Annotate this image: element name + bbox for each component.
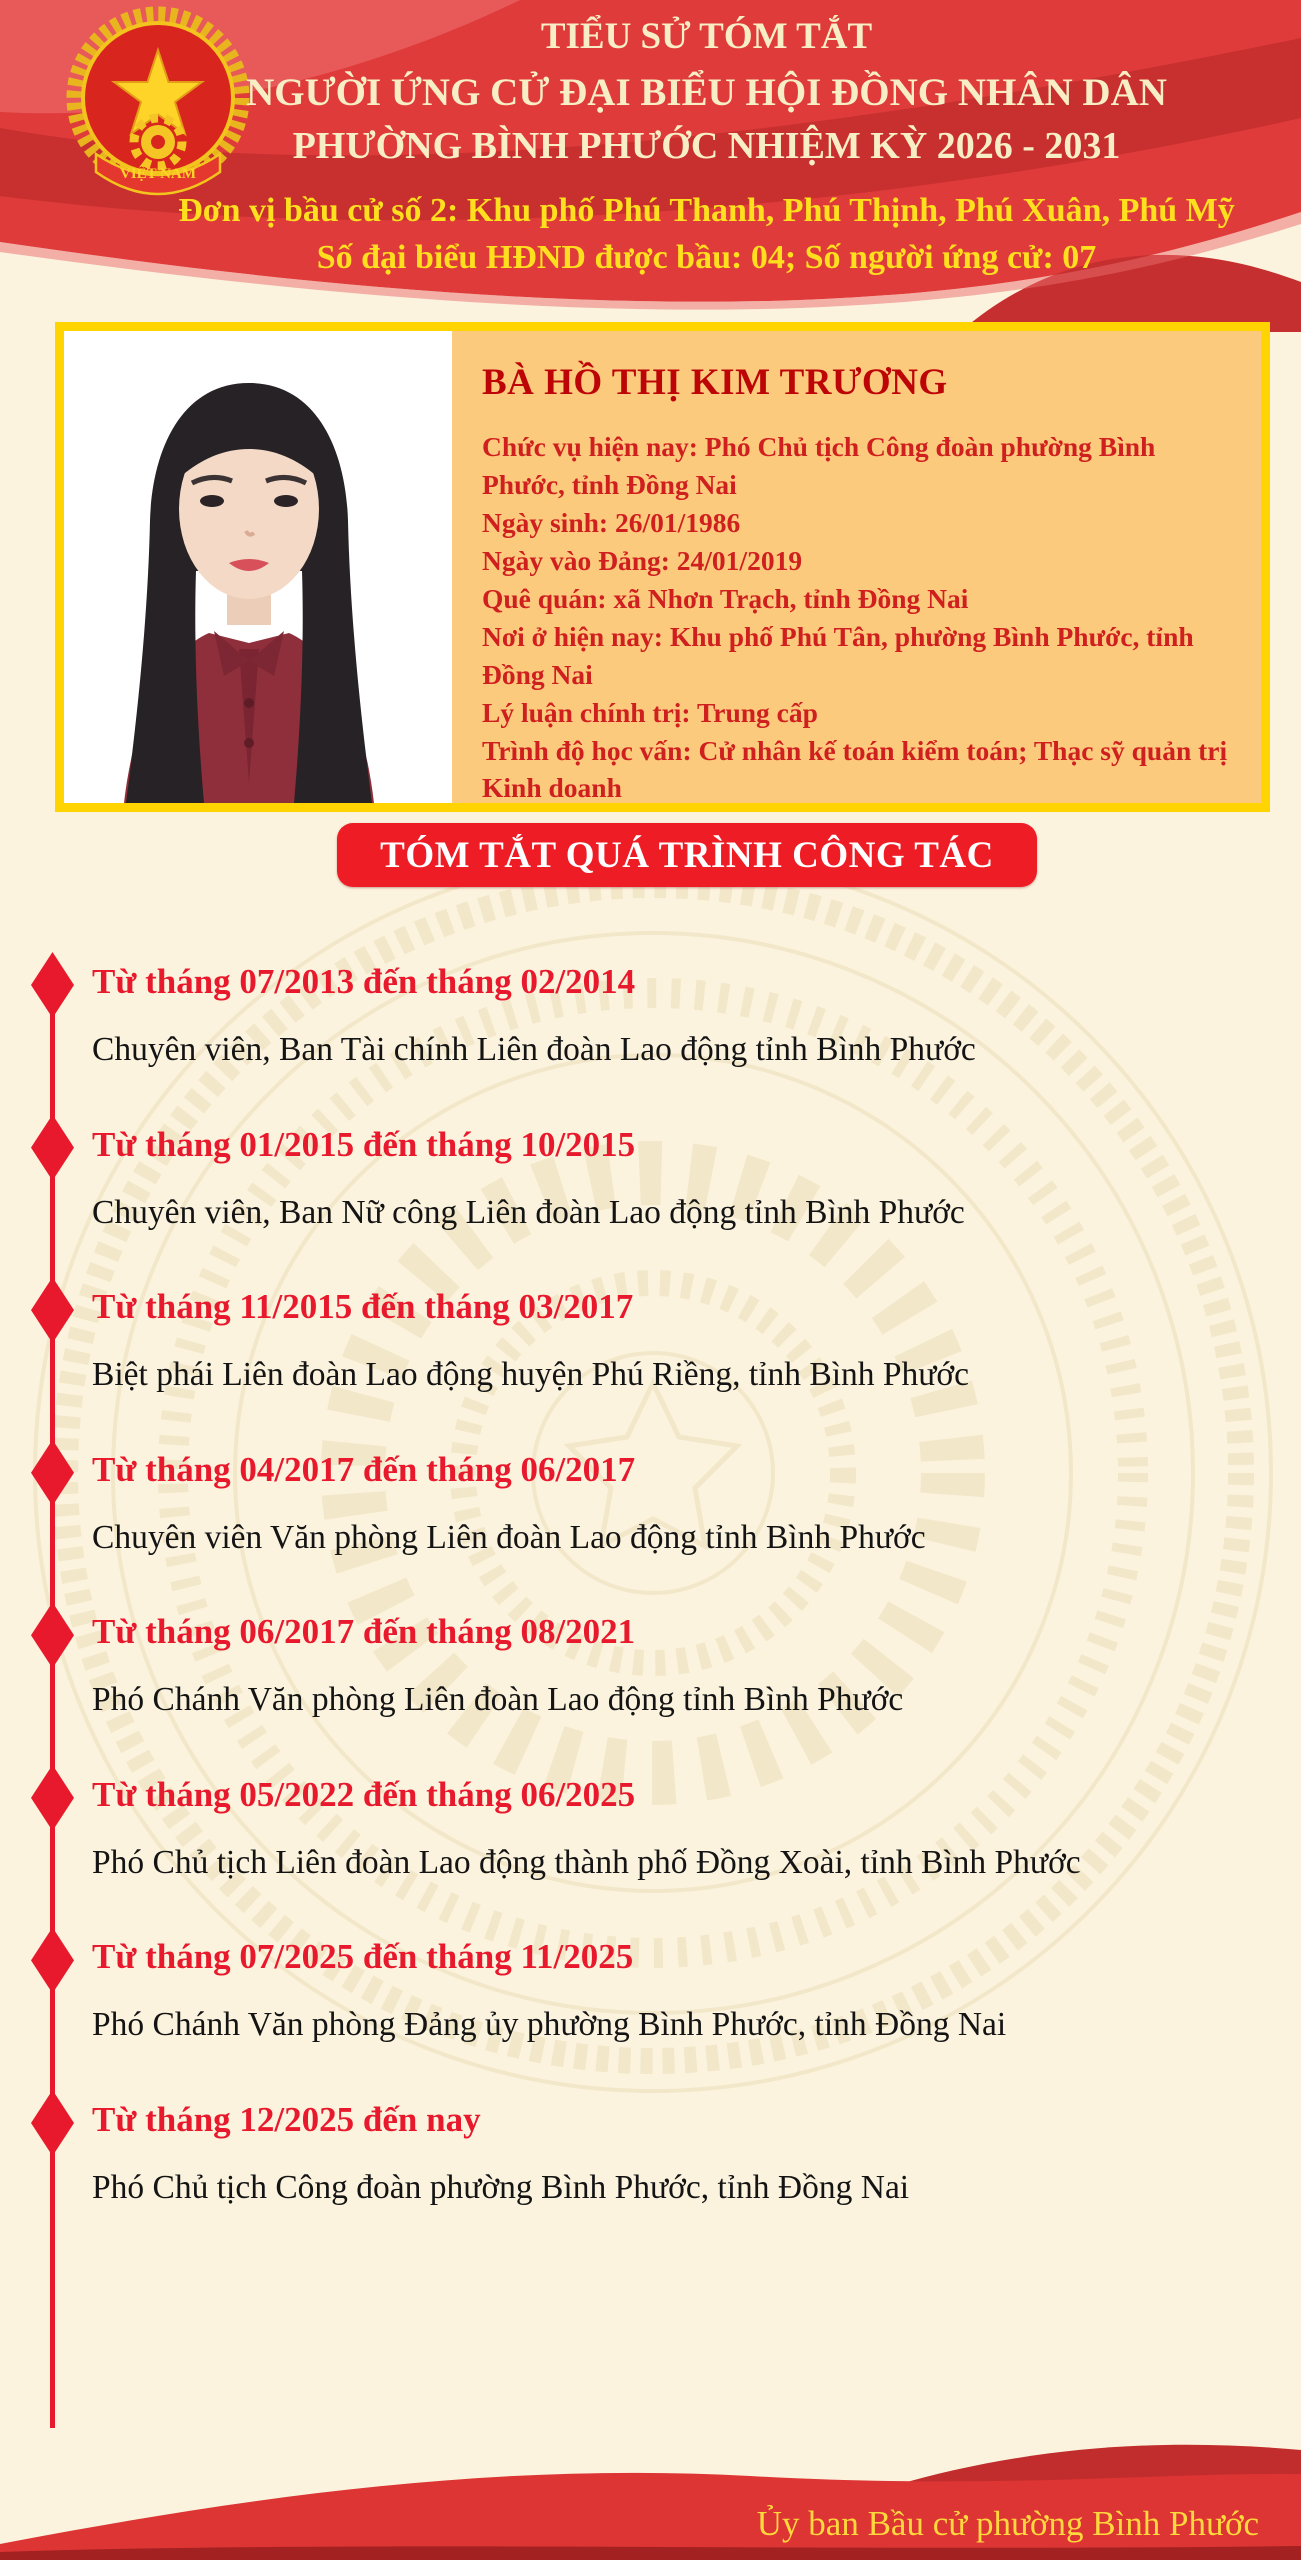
diamond-marker-icon (31, 2090, 74, 2156)
candidate-detail-line: Quê quán: xã Nhơn Trạch, tỉnh Đồng Nai (482, 582, 969, 614)
diamond-marker-icon (31, 1927, 74, 1993)
entry-period: Từ tháng 01/2015 đến tháng 10/2015 (92, 1124, 636, 1164)
diamond-marker-icon (31, 1602, 74, 1668)
delegates-info-line: Số đại biểu HĐND được bầu: 04; Số người ứng cử: 07 (316, 239, 1097, 277)
candidate-detail-line: Ngày vào Đảng: 24/01/2019 (482, 544, 803, 576)
timeline-entry (0, 1287, 1301, 1399)
candidate-detail-line: Nơi ở hiện nay: Khu phố Phú Tân, phường Bình Phước, tỉnh Đồng Nai (482, 620, 1194, 690)
entry-period: Từ tháng 06/2017 đến tháng 08/2021 (92, 1612, 636, 1652)
poster-title: TIỂU SỬ TÓM TẮT (540, 16, 873, 57)
timeline-entry (0, 1125, 1301, 1237)
candidate-detail-line: Lý luận chính trị: Trung cấp (482, 696, 818, 728)
entry-role: Phó Chánh Văn phòng Liên đoàn Lao động tỉnh Bình Phước (92, 1681, 904, 1719)
entry-period: Từ tháng 07/2013 đến tháng 02/2014 (92, 962, 636, 1001)
diamond-marker-icon (31, 1277, 74, 1343)
candidate-details (482, 428, 1237, 803)
timeline-entry (0, 1612, 1301, 1724)
election-unit-line: Đơn vị bầu cử số 2: Khu phố Phú Thanh, Phú Thịnh, Phú Xuân, Phú Mỹ (178, 192, 1235, 230)
entry-period: Từ tháng 12/2025 đến nay (92, 2099, 481, 2139)
entry-period: Từ tháng 04/2017 đến tháng 06/2017 (92, 1449, 636, 1489)
diamond-marker-icon (31, 1765, 74, 1831)
entry-role: Biệt phái Liên đoàn Lao động huyện Phú Riềng, tỉnh Bình Phước (92, 1356, 970, 1394)
candidate-card (55, 322, 1270, 812)
career-section-title: TÓM TẮT QUÁ TRÌNH CÔNG TÁC (337, 823, 1037, 887)
entry-role: Chuyên viên, Ban Tài chính Liên đoàn Lao động tỉnh Bình Phước (92, 1031, 976, 1068)
header-banner (0, 0, 1301, 332)
entry-role: Chuyên viên, Ban Nữ công Liên đoàn Lao động tỉnh Bình Phước (92, 1193, 965, 1231)
timeline-entry (0, 2100, 1301, 2212)
header-titles (120, 10, 1293, 277)
entry-role: Phó Chủ tịch Công đoàn phường Bình Phước, tỉnh Đồng Nai (92, 2168, 910, 2206)
diamond-marker-icon (31, 1440, 74, 1506)
candidate-detail-line: Ngày sinh: 26/01/1986 (482, 506, 741, 538)
issuing-committee: Ủy ban Bầu cử phường Bình Phước (756, 2504, 1259, 2543)
candidate-detail-line: Trình độ học vấn: Cử nhân kế toán kiểm toán; Thạc sỹ quản trị Kinh doanh (482, 734, 1228, 803)
entry-period: Từ tháng 11/2015 đến tháng 03/2017 (92, 1287, 634, 1327)
timeline-entry (0, 1450, 1301, 1562)
footer-banner (0, 2428, 1301, 2560)
poster-subtitle-council: NGƯỜI ỨNG CỬ ĐẠI BIỂU HỘI ĐỒNG NHÂN DÂN (246, 70, 1167, 114)
diamond-marker-icon (31, 1115, 74, 1181)
emblem-banner-text: VIỆT NAM (120, 166, 196, 182)
entry-role: Phó Chánh Văn phòng Đảng ủy phường Bình Phước, tỉnh Đồng Nai (92, 2006, 1007, 2044)
candidate-photo (64, 331, 452, 803)
candidate-name: BÀ HỒ THỊ KIM TRƯƠNG (482, 362, 948, 403)
entry-role: Chuyên viên Văn phòng Liên đoàn Lao động tỉnh Bình Phước (92, 1518, 926, 1556)
candidate-detail-line: Chức vụ hiện nay: Phó Chủ tịch Công đoàn phường Bình Phước, tỉnh Đồng Nai (482, 431, 1156, 500)
timeline-entry (0, 1937, 1301, 2049)
portrait-illustration (64, 331, 434, 803)
timeline-entry (0, 962, 1301, 1074)
timeline-entry (0, 1775, 1301, 1887)
entry-period: Từ tháng 07/2025 đến tháng 11/2025 (92, 1937, 634, 1977)
entry-period: Từ tháng 05/2022 đến tháng 06/2025 (92, 1774, 636, 1814)
candidate-info (452, 331, 1261, 803)
career-timeline (0, 962, 1301, 2263)
diamond-marker-icon (31, 952, 74, 1018)
poster-subtitle-ward-term: PHƯỜNG BÌNH PHƯỚC NHIỆM KỲ 2026 - 2031 (292, 125, 1121, 168)
entry-role: Phó Chủ tịch Liên đoàn Lao động thành phố Đồng Xoài, tỉnh Bình Phước (92, 1843, 1081, 1881)
